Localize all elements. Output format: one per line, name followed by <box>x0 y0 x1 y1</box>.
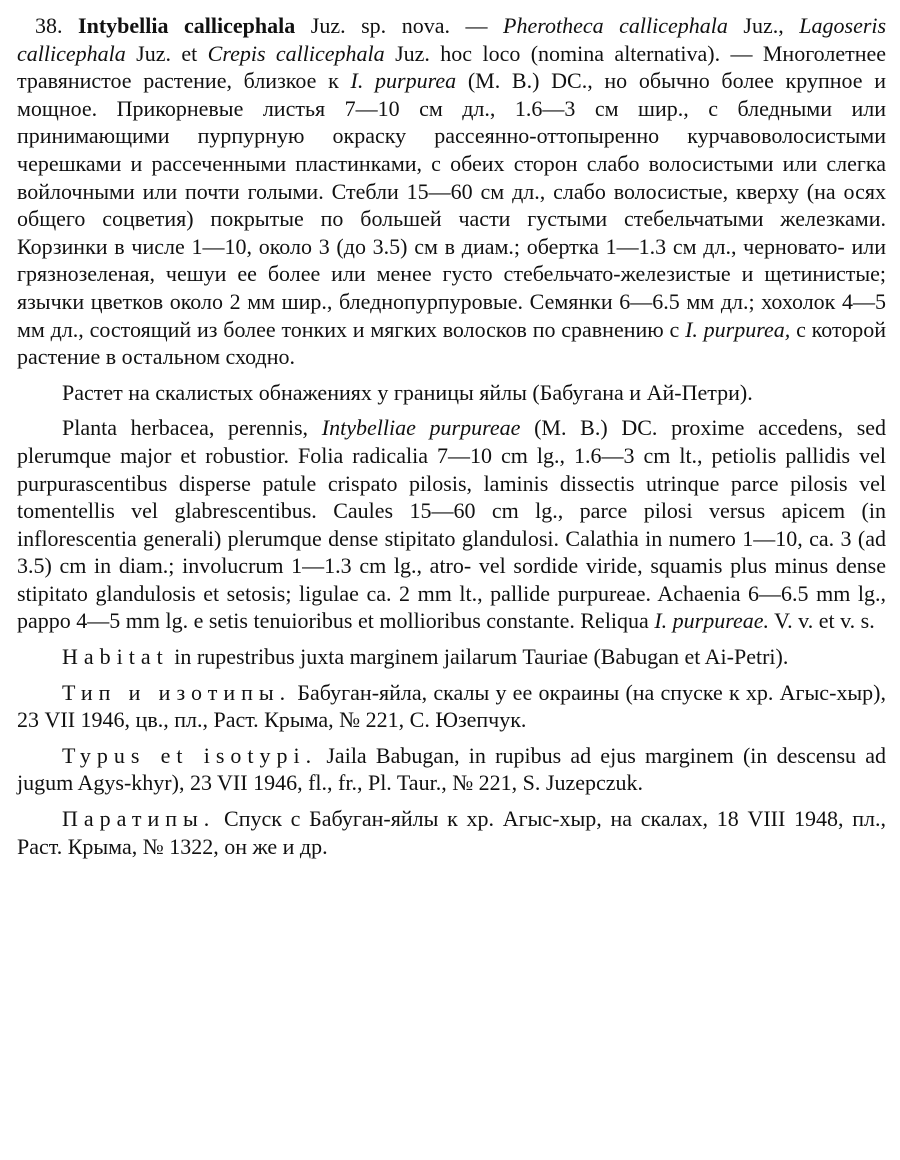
synonym-2-author: Juz. et <box>136 40 198 66</box>
paratypes <box>17 805 886 860</box>
latin-part2: (M. B.) DC. proxime accedens, sed plerumque major et robustior. Folia radicalia 7—10 cm lg., 1.6—3 cm lt., petiolis pallidis vel purpurascentibus disperse patule crispato pilosis, laminis dissectis utrinque parce pilosis vel tomentellis vel glabrescentibus. Caules 15—60 cm lg., parce pilosi versus apicem (in inflorescentia generali) plerumque dense stipitato glandulosi. Calathia in numero 1—10, ca. 3 (ad 3.5) cm in diam.; involucrum 1—1.3 cm lg., atro- vel sordide viride, squamis plus minus dense stipitato glandulosis et setosis; ligulae ca. 2 mm lt., pallide purpureae. Achaenia 6—6.5 mm lg., pappo 4—5 mm lg. e setis tenuioribus et mollioribus constante. Reliqua <box>17 415 887 634</box>
species-name: Intybellia callicephala <box>78 13 296 38</box>
entry-number: 38. <box>35 13 63 38</box>
habitat-latin <box>17 643 886 671</box>
types-ru <box>17 679 886 734</box>
latin-part3: V. v. et v. s. <box>774 608 875 634</box>
synonym-2: Lagoseris callicephala <box>17 13 887 66</box>
synonym-3-author: Juz. hoc loco (nomina alternativa). — Многолетнее травянистое растение, близкое к <box>17 40 887 94</box>
types-latin-text: Jaila Babugan, in rupibus ad ejus marginem (in descensu ad jugum Agys-khyr), 23 VII 1946, fl., fr., Pl. Taur., № 221, S. Juzepczuk. <box>17 742 886 796</box>
types-ru-text: Бабуган-яйла, скалы у ее окраины (на спуске к хр. Агыс-хыр), 23 VII 1946, цв., пл., Раст. Крыма, № 221, С. Юзепчук. <box>17 679 887 733</box>
species-description-ru <box>17 12 886 371</box>
habitat-ru: Растет на скалистых обнажениях у границы яйлы (Бабугана и Ай-Петри). <box>62 379 753 405</box>
habitat-latin-text: in rupestribus juxta marginem jailarum Tauriae (Babugan et Ai-Petri). <box>174 644 789 670</box>
paratypes-label: Паратипы. <box>62 806 216 832</box>
paratypes-text: Спуск с Бабуган-яйлы к хр. Агыс-хыр, на скалах, 18 VIII 1948, пл., Раст. Крыма, № 1322, он же и др. <box>17 806 886 859</box>
synonym-1: Pherotheca callicephala <box>503 13 728 38</box>
latin-part1: Planta herbacea, perennis, <box>62 415 309 441</box>
species-author: Juz. sp. nova. — <box>310 13 488 38</box>
latin-reference: Intybelliae purpureae <box>321 415 521 441</box>
types-ru-label: Тип и изотипы. <box>62 679 292 705</box>
habitat-label: Habitat <box>62 644 169 670</box>
synonym-3: Crepis callicephala <box>207 40 385 66</box>
synonym-1-author: Juz., <box>743 13 784 38</box>
description-ru-part2: с которой растение в остальном сходно. <box>17 316 887 370</box>
description-ru-part1: (M. B.) DC., но обычно более крупное и мощное. Прикорневые листья 7—10 см дл., 1.6—3 см шир., с бледными или принимающими пурпурную окраску рассеянно-оттопыренно курчавоволосистыми черешками и рассеченными пластинками, с обеих сторон слабо волосистыми или слегка войлочными или почти голыми. Стебли 15—60 см дл., слабо волосистые, кверху (на осях общего соцветия) покрытые по большей части густыми стебельчатыми железками. Корзинки в числе 1—10, около 3 (до 3.5) см в диам.; обертка 1—1.3 см дл., черновато- или грязнозеленая, чешуи ее более или менее густо стебельчато-железистые и щетинистые; язычки цветков около 2 мм шир., бледнопурпуровые. Семянки 6—6.5 мм дл.; хохолок 4—5 мм дл., состоящий из более тонких и мягких волосков по сравнению с <box>17 68 887 342</box>
types-latin <box>17 742 886 797</box>
latin-description <box>17 414 886 635</box>
types-latin-label: Typus et isotypi. <box>62 742 318 768</box>
reference-species-2: I. purpurea, <box>685 316 791 342</box>
reference-species: I. purpurea <box>350 68 457 94</box>
latin-reference-2: I. purpureae. <box>654 608 769 634</box>
